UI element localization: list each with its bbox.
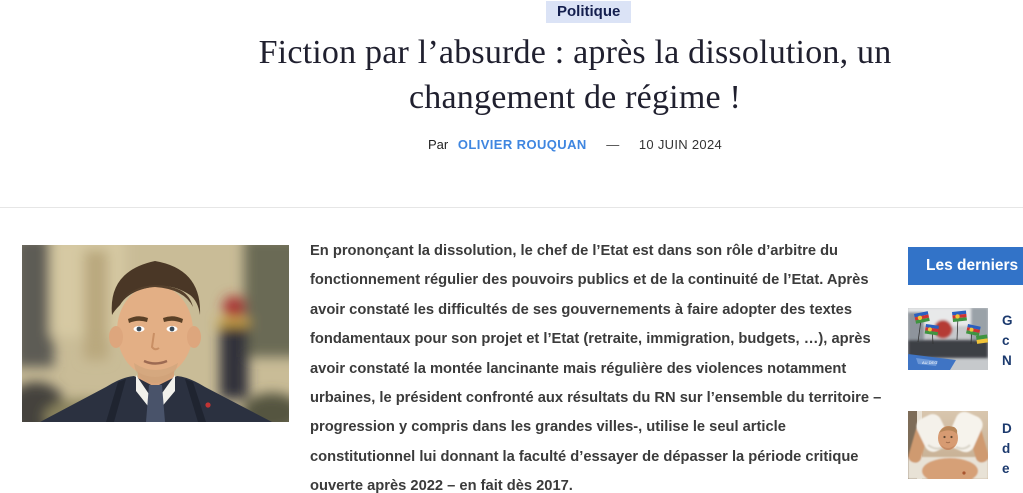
title-line: e	[1002, 461, 1010, 476]
author-link[interactable]: OLIVIER ROUQUAN	[457, 137, 587, 152]
header-divider	[0, 207, 1023, 208]
byline-prefix: Par	[428, 137, 449, 152]
macron-portrait-photo	[22, 245, 289, 422]
sidebar-article-title-truncated[interactable]	[1002, 419, 1023, 479]
man-pillows-in-bed-thumbnail[interactable]	[908, 411, 988, 479]
title-line: N	[1002, 353, 1012, 368]
publish-date: 10 JUIN 2024	[638, 137, 722, 152]
article-title: Fiction par l’absurde : après la dissolution, un changement de régime !	[258, 34, 892, 116]
svg-text:AU DEG: AU DEG	[922, 360, 938, 365]
byline	[205, 137, 945, 152]
title-line: d	[1002, 441, 1011, 456]
lead-paragraph: En prononçant la dissolution, le chef de l’Etat est dans son rôle d’arbitre du fonctionnement régulier des pouvoirs publics et de la continuité de l’Etat. Après avoir constaté les difficultés de ses gouvernements à faire adopter des textes fondamentaux pour son projet et l’Etat (retraite, immigration, budgets, …), après avoir constaté la montée lancinante mais régulière des violences notamment urbaines, le président confronté aux résultats du RN sur l’ensemble du territoire – progression y compris dans les grandes villes-, utilise le seul article constitutionnel lui donnant la faculté d’essayer de dépasser la période critique ouverte après 2022 – en fait dès 2017.	[310, 243, 882, 493]
bed-thumbnail-illustration	[908, 411, 988, 479]
category-badge-politique[interactable]: Politique	[546, 1, 631, 23]
title-line: G	[1002, 313, 1013, 328]
kanak-flags-protest-thumbnail[interactable]	[908, 308, 988, 370]
title-line: D	[1002, 421, 1012, 436]
latest-articles-header: Les derniers	[908, 247, 1023, 285]
macron-portrait-illustration	[22, 245, 289, 422]
protest-thumbnail-illustration	[908, 308, 988, 370]
byline-separator: —	[606, 137, 620, 152]
sidebar-article-title-truncated[interactable]	[1002, 311, 1023, 371]
title-line: c	[1002, 333, 1010, 348]
